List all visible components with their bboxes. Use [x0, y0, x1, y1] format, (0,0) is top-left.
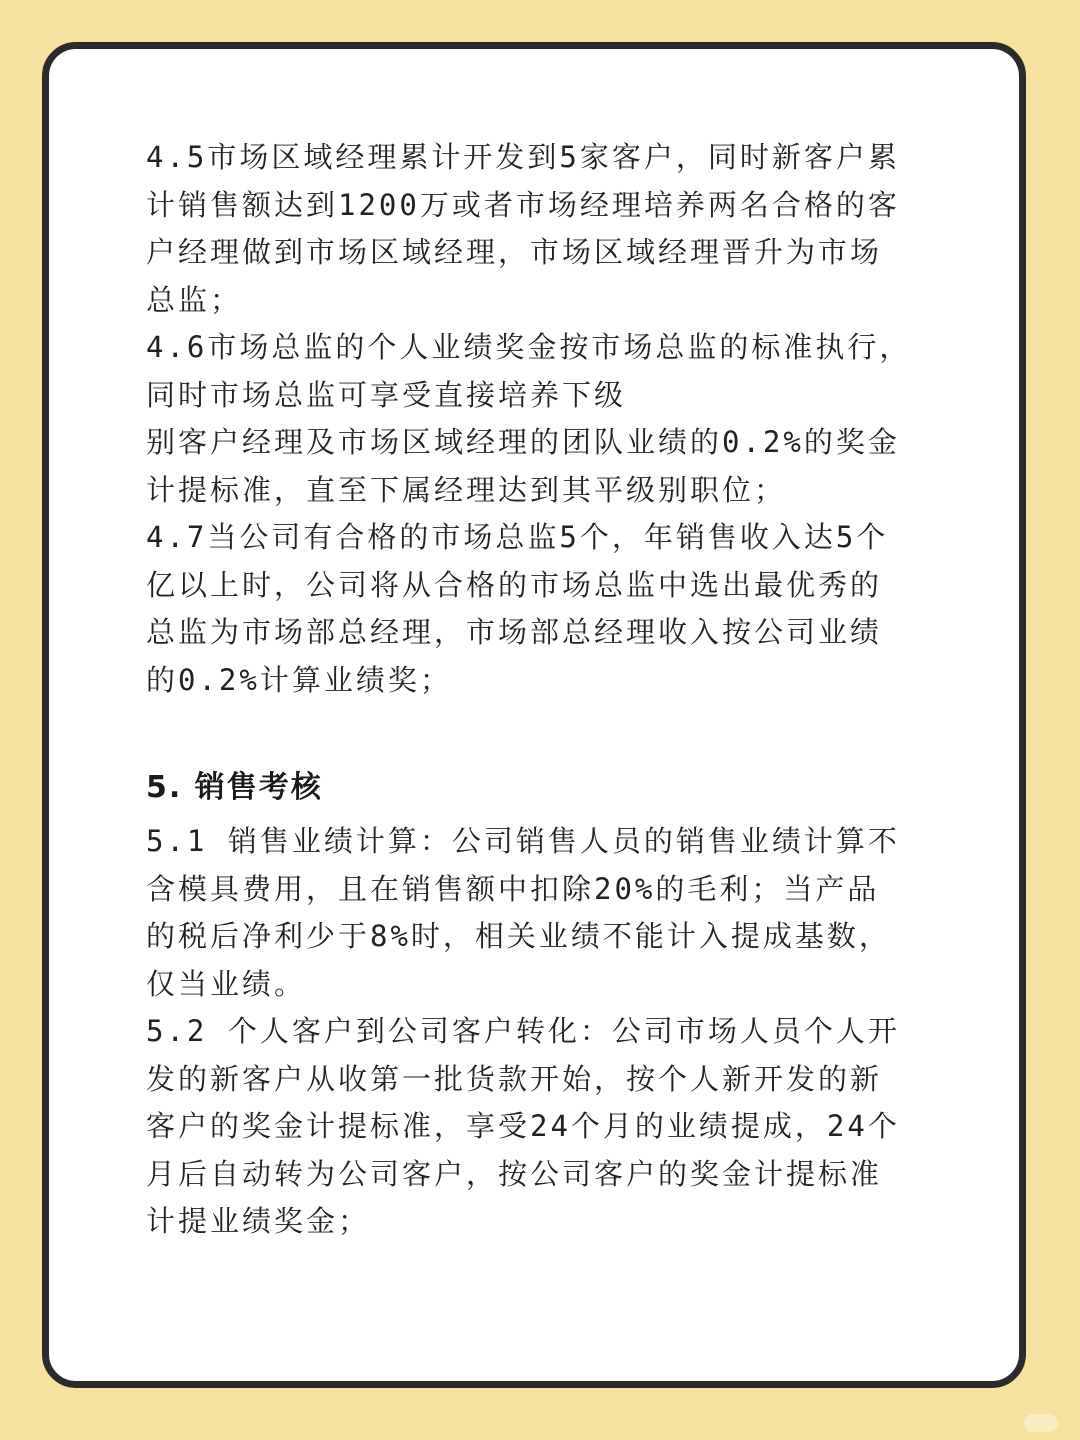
text-line: 4.6市场总监的个人业绩奖金按市场总监的标准执行，: [146, 330, 912, 364]
text-line: 别客户经理及市场区域经理的团队业绩的0.2%的奖金: [146, 425, 900, 459]
text-line: 计提业绩奖金；: [146, 1204, 371, 1238]
text-line: 计提标准，直至下属经理达到其平级别职位；: [146, 472, 787, 507]
text-line: 总监；: [146, 282, 243, 317]
text-line: 仅当业绩。: [146, 966, 307, 1001]
text-line: 含模具费用，且在销售额中扣除20%的毛利；当产品: [146, 871, 880, 906]
text-line: 4.5市场区域经理累计开发到5家客户，同时新客户累: [146, 140, 900, 174]
text-line: 总监为市场部总经理，市场部总经理收入按公司业绩: [146, 615, 883, 649]
paragraph-5-1: [146, 818, 946, 1008]
section-4-content: [146, 134, 946, 704]
paragraph-4-5: [146, 134, 946, 324]
text-line: 计销售额达到1200万或者市场经理培养两名合格的客: [146, 187, 900, 222]
text-line: 亿以上时，公司将从合格的市场总监中选出最优秀的: [146, 567, 883, 602]
paragraph-4-7: [146, 514, 946, 704]
text-line: 4.7当公司有合格的市场总监5个，年销售收入达5个: [146, 520, 889, 554]
section-5-heading: 5. 销售考核: [146, 770, 323, 805]
text-line: 的税后净利少于8%时，相关业绩不能计入提成基数，: [146, 919, 891, 953]
paragraph-5-2: [146, 1008, 946, 1246]
text-line: 户经理做到市场区域经理，市场区域经理晋升为市场: [146, 235, 883, 269]
watermark-logo: [1024, 1414, 1058, 1432]
paragraph-4-6: [146, 324, 946, 514]
text-line: 客户的奖金计提标准，享受24个月的业绩提成，24个: [146, 1109, 900, 1143]
text-line: 5.1 销售业绩计算：公司销售人员的销售业绩计算不: [146, 824, 900, 858]
section-5-content: [146, 818, 946, 1246]
text-line: 发的新客户从收第一批货款开始，按个人新开发的新: [146, 1061, 883, 1096]
text-line: 同时市场总监可享受直接培养下级: [146, 377, 627, 412]
text-line: 月后自动转为公司客户，按公司客户的奖金计提标准: [146, 1156, 883, 1191]
text-line: 的0.2%计算业绩奖；: [146, 662, 452, 697]
text-line: 5.2 个人客户到公司客户转化：公司市场人员个人开: [146, 1014, 900, 1048]
